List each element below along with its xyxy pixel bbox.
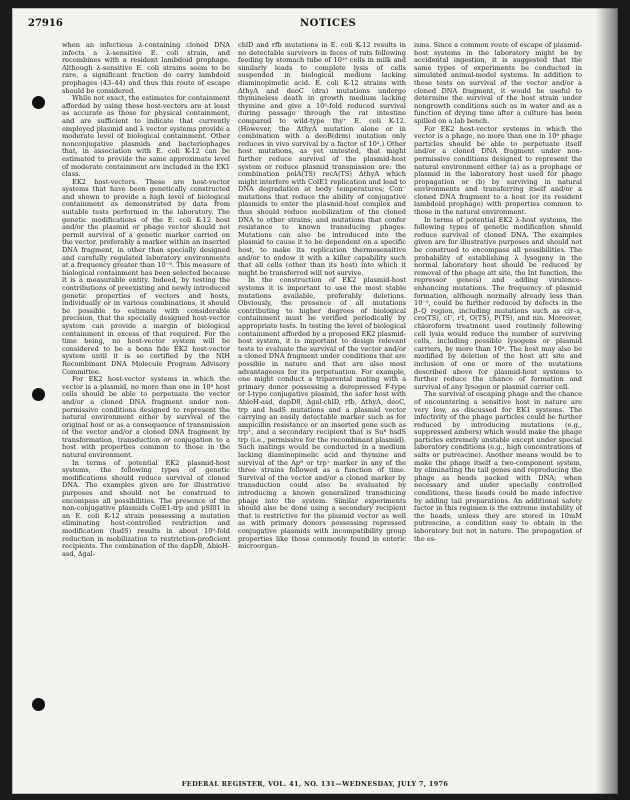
page-edge-shadow bbox=[596, 8, 618, 794]
paragraph: While not exact, the estimates for containment afforded by using these host-vectors are at least as accurate as those for physical containment, and are sufficient to indicate that currently employed plasmid and λ vector systems provide a moderate level of biological containment. Other nonconjugative plasmids and bacteriophages that, in association with E. coli K-12 can be estimated to provide the same approximate level of moderate containment are included in the EK1 class. bbox=[62, 94, 230, 179]
paragraph: chlD and rfb mutations in E. coli K-12 results in no detectable survivors in feces of rats following feeding by stomach tube of 10¹⁰ cells in milk and similarly leads to complete lysis of cells suspended in biological medium lacking diaminopimelic acid. E. coli K-12 strains with ΔthyA and deoC (dra) mutations undergo thymineless death in growth medium lacking thymine and give a 10⁵-fold reduced survival during passage through the rat intestine compared to wild-type thy⁺ E. coli K-12. (However, the ΔthyA mutation alone or in combination with a deoB(drm) mutation only reduces in vivo survival by a factor of 10².) Other host mutations, as yet untested, that might further reduce survival of the plasmid-host system or reduce plasmid transmission are: the combination polA(TS) recA(TS) ΔthyA which might interfere with ColE1 replication and lead to DNA degradation at body temperatures; Con⁻ mutations that reduce the ability of conjugative plasmids to enter the plasmid-host complex and thus should reduce mobilization of the cloned DNA to other strains; and mutations that confer resistance to known transducing phages. Mutations can also be introduced into the plasmid to cause it to be dependent on a specific host, to make its replication thermosensitive and/or to endow it with a killer capability such that all cells (other than its host) into which it might be transferred will not survive. bbox=[238, 42, 406, 277]
page-number: 27916 bbox=[28, 18, 63, 29]
paragraph: isms. Since a common route of escape of plasmid-host systems in the laboratory might be by accidental ingestion, it is suggested that the same types of experiments be conducted in simulated animal-model systems. In addition to these tests on survival of the vector and/or a cloned DNA fragment, it would be useful to determine the survival of the host strain under nongrowth conditions such as in water and as a function of drying time after a culture has been spilled on a lab bench. bbox=[414, 42, 582, 125]
paragraph: The survival of escaping phage and the chance of encountering a sensitive host in nature are very low, as discussed for EK1 systems. The infectivity of the phage particles could be further reduced by introducing mutations (e.g., suppressed ambers) which would make the phage particles extremely unstable except under special laboratory conditions (e.g., high concentrations of salts or putrescine). Another means would be to make the phage itself a two-component system, by eliminating the tail genes and reproducing the phage as heads packed with DNA; when necessary and under specially controlled conditions, these heads could be made infective by adding tail preparations. An additional safety factor in this regimen is the extreme instability of the heads, unless they are stored in 10mM putrescine, a condition easy to obtain in the laboratory but not in nature. The propagation of the es- bbox=[414, 390, 582, 543]
paragraph: In terms of potential EK2 λ-host systems, the following types of genetic modification should reduce survival of cloned DNA. The examples given are for illustrative purposes and should not be construed to encompass all possibilities. The probability of establishing λ lysogeny in the normal laboratory host should be reduced by removal of the phage att site, the Int function, the repressor gene(s) and adding virulence-enhancing mutations. The frequency of plasmid formation, although normally already less than 10⁻⁵, could be further reduced by defects in the β–Q region, including mutations such as cir–s, cro(TS), cI⁷, r1, O(TS), P(TS), and nin. Moreover, chloroform treatment used routinely following cell lysis would reduce the number of surviving cells, including possible lysogens or plasmid carriers, by more than 10⁸. The host may also be modified by deletion of the host att site and inclusion of one or more of the mutations described above for plasmid-host systems to further reduce the chance of formation and survival of any lysogen or plasmid carrier cell. bbox=[414, 215, 582, 391]
document-page bbox=[12, 8, 618, 794]
section-title: NOTICES bbox=[300, 18, 357, 29]
punch-hole bbox=[32, 698, 45, 711]
column-2 bbox=[238, 42, 406, 777]
paragraph: In the construction of EK2 plasmid-host systems it is important to use the most stable mutations available, preferably deletions. Obviously, the presence of all mutations contributing to higher degrees of biological containment must be verified periodically by appropriate tests. In testing the level of biological containment afforded by a proposed EK2 plasmid-host system, it is important to design relevant tests to evaluate the survival of the vector and/or a cloned DNA fragment under conditions that are possible in nature and that are also most advantageous for its perpetuation. For example, one might conduct a triparental mating with a primary donor possessing a derepressed F-type or I-type conjugative plasmid, the safer host with ΔbioH-asd, dapD8, Δgal-chlD, rfb, ΔthyA, deoC, trp and hsdS mutations and a plasmid vector carrying an easily detectable marker such as for ampicillin resistance or an inserted gene such as trp⁺, and a secondary recipient that is Suᴿ hsdS trp (i.e., permissive for the recombinant plasmid). Such matings would be conducted in a medium lacking diaminopimelic acid and thymine and survival of the Apᴿ or trp⁺ marker in any of the three strains followed as a function of time. Survival of the vector and/or a cloned marker by transduction could also be evaluated by introducing a known generalized transducing phage into the system. Similar experiments should also be done using a secondary recipient that is restrictive for the plasmid vector as well as with primary donors possessing repressed conjugative plasmids with incompatibility group properties like those commonly found in enteric microorgan- bbox=[238, 276, 406, 551]
paragraph: In terms of potential EK2 plasmid-host systems, the following types of genetic modifications should reduce survival of cloned DNA. The examples given are for illustrative purposes and should not be construed to encompass all possibilities. The presence of the non-conjugative plasmids ColE1-trp and pSI01 in an E. coli K-12 strain possessing a mutation eliminating host-controlled restriction and modification (hsdS) results in about 10⁹-fold reduction in mobilization to restriction-proficient recipients. The combination of the dapD8, ΔbioH-asd, Δgal- bbox=[62, 458, 230, 558]
text-columns bbox=[62, 42, 582, 777]
punch-hole bbox=[32, 388, 45, 401]
paragraph: For EK2 host-vector systems in which the vector is a plasmid, no more than one in 10⁸ host cells should be able to perpetuate the vector and/or a cloned DNA fragment under non-permissive conditions designed to represent the natural environment either by survival of the original host or as a consequence of transmission of the vector and/or a cloned DNA fragment by transformation, transduction or conjugation to a host with properties common to those in the natural environment. bbox=[62, 375, 230, 460]
column-3 bbox=[414, 42, 582, 777]
paragraph: For EK2 host-vector systems in which the vector is a phage, no more than one in 10⁸ phage particles should be able to perpetuate itself and/or a cloned DNA fragment under non-permissive conditions designed to represent the natural environment either (a) as a prophage or plasmid in the laboratory host used for phage propagation or (b) by surviving in natural environments and transferring itself and/or a cloned DNA fragment to a host (or its resident lambdoid prophage) with properties common to those in the natural environment. bbox=[414, 124, 582, 217]
punch-hole bbox=[32, 96, 45, 109]
paragraph: when an infectious λ-containing cloned DNA infects a λ-sensitive E. coli strain, and recombines with a resident lambdoid prophage. Although λ-sensitive E. coli strains seem to be rare, a significant fraction do carry lambdoid prophages (43–44) and thus this route of escape should be considered. bbox=[62, 42, 230, 95]
column-1 bbox=[62, 42, 230, 777]
page-footer: FEDERAL REGISTER, VOL. 41, NO. 131—WEDNESDAY, JULY 7, 1976 bbox=[181, 780, 449, 788]
paragraph: EK2 host-vectors. These are host-vector systems that have been genetically constructed and shown to provide a high level of biological containment as demonstrated by data from suitable tests performed in the laboratory. The genetic modifications of the E. coli K-12 host and/or the plasmid or phage vector should not permit survival of a genetic marker carried on the vector, preferably a marker within an inserted DNA fragment, in other than specially designed and carefully regulated laboratory environments at a frequency greater than 10⁻⁸. This measure of biological containment has been selected because it is a measurable entity. Indeed, by testing the contributions of preexisting and newly introduced genetic properties of vectors and hosts, individually or in various combinations, it should be possible to estimate with considerable precision, that the specially designed host-vector system can provide a margin of biological containment in excess of that required. For the time being, no host-vector system will be considered to be a bona fide EK2 host-vector system until it is so certified by the NIH Recombinant DNA Molecule Program Advisory Committee. bbox=[62, 177, 230, 376]
page-header bbox=[28, 18, 588, 32]
